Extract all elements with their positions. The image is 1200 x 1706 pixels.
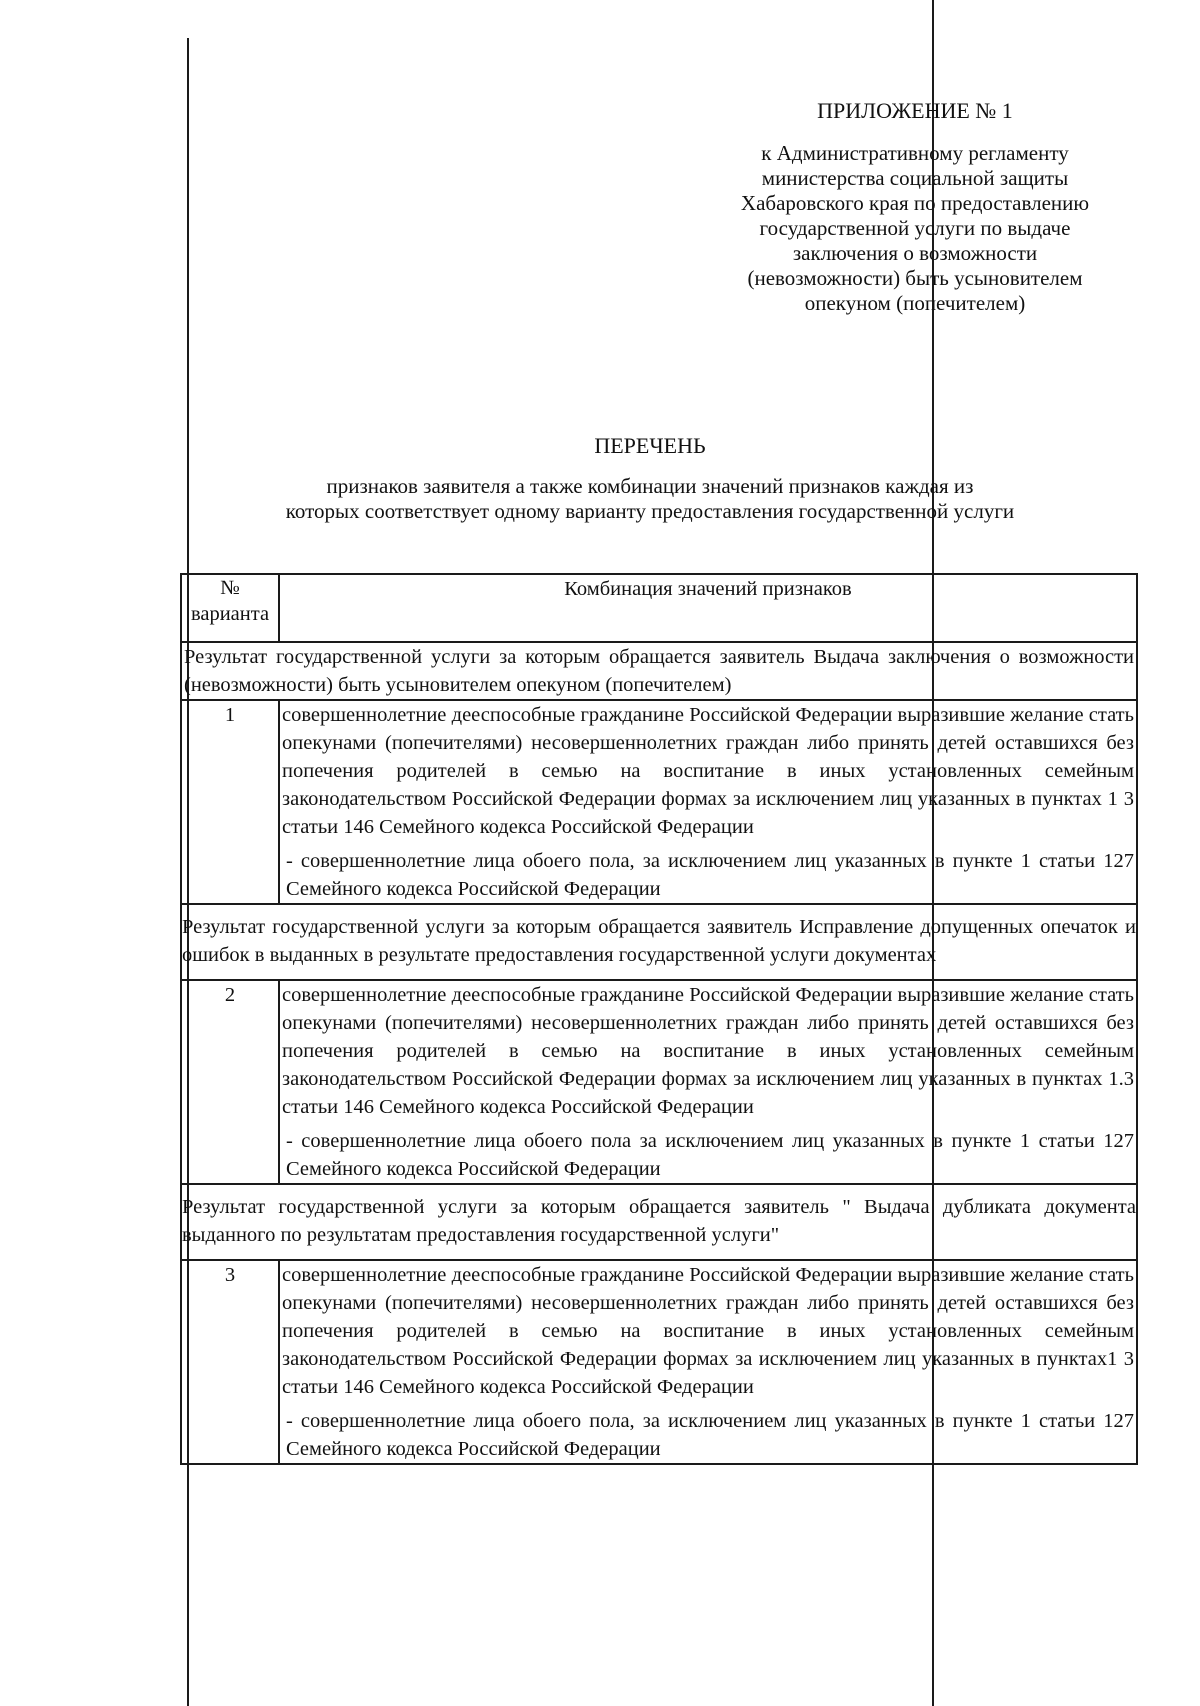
document-subtitle-line2: которых соответствует одному варианту предоставления государственной услуги: [285, 499, 1015, 523]
column-header-combination: Комбинация значений признаков: [279, 574, 1137, 642]
header-line: министерства социальной защиты: [761, 166, 1069, 190]
section-result-text: Результат государственной услуги за которым обращается заявитель Исправление допущенных опечаток и ошибок в выданных в результате предоставления государственной услуги документах: [181, 904, 1137, 980]
variant-number: 2: [181, 980, 279, 1184]
table-row: [181, 980, 1137, 1184]
section-row: [181, 1184, 1137, 1260]
header-line: государственной услуги по выдаче: [759, 216, 1071, 240]
combination-paragraph: совершеннолетние дееспособные гражданине Российской Федерации выразившие желание стать опекунами (попечителями) несовершеннолетних граждан либо принять детей оставшихся без попечения родителей в семью на воспитание в иных установленных семейным законодательством Российской Федерации формах за исключением лиц указанных в пунктах 1.3 статьи 146 Семейного кодекса Российской Федерации: [282, 984, 1134, 1118]
table-row: [181, 700, 1137, 904]
section-row: [181, 904, 1137, 980]
variant-combination: [279, 1260, 1137, 1464]
header-line: заключения о возможности: [792, 241, 1038, 265]
section-result-text: Результат государственной услуги за которым обращается заявитель " Выдача дубликата документа выданного по результатам предоставления государственной услуги": [181, 1184, 1137, 1260]
header-line: опекуном (попечителем): [804, 291, 1026, 315]
header-line: Хабаровского края по предоставлению: [740, 191, 1090, 215]
variant-number: 3: [181, 1260, 279, 1464]
appendix-header: [695, 98, 1135, 316]
section-row: [181, 642, 1137, 700]
variant-number: 1: [181, 700, 279, 904]
variant-combination: [279, 980, 1137, 1184]
section-result-text: Результат государственной услуги за которым обращается заявитель Выдача заключения о возможности (невозможности) быть усыновителем опекуном (попечителем): [181, 642, 1137, 700]
header-line: к Административному регламенту: [761, 141, 1069, 165]
combination-paragraph: совершеннолетние дееспособные гражданине Российской Федерации выразившие желание стать опекунами (попечителями) несовершеннолетних граждан либо принять детей оставшихся без попечения родителей в семью на воспитание в иных установленных семейным законодательством Российской Федерации формах за исключением лиц указанных в пунктах 1 3 статьи 146 Семейного кодекса Российской Федерации: [282, 704, 1134, 838]
column-header-number-label: варианта: [190, 603, 270, 625]
header-line: (невозможности) быть усыновителем: [747, 266, 1083, 290]
combination-paragraph: совершеннолетние дееспособные гражданине Российской Федерации выразившие желание стать опекунами (попечителями) несовершеннолетних граждан либо принять детей оставшихся без попечения родителей в семью на воспитание в иных установленных семейным законодательством Российской Федерации формах за исключением лиц указанных в пунктах1 3 статьи 146 Семейного кодекса Российской Федерации: [282, 1264, 1134, 1398]
table-header-row: [181, 574, 1137, 642]
document-subtitle-line1: признаков заявителя а также комбинации значений признаков каждая из: [326, 474, 974, 498]
combination-paragraph: - совершеннолетние лица обоего пола за исключением лиц указанных в пункте 1 статьи 127 Семейного кодекса Российской Федерации: [286, 1130, 1134, 1180]
combination-paragraph: - совершеннолетние лица обоего пола, за исключением лиц указанных в пункте 1 статьи 127 Семейного кодекса Российской Федерации: [286, 850, 1134, 900]
table-row: [181, 1260, 1137, 1464]
appendix-title: ПРИЛОЖЕНИЕ № 1: [817, 98, 1013, 123]
document-title-block: [190, 433, 1110, 524]
column-header-number: [181, 574, 279, 642]
combination-paragraph: - совершеннолетние лица обоего пола, за исключением лиц указанных в пункте 1 статьи 127 Семейного кодекса Российской Федерации: [286, 1410, 1134, 1460]
column-header-number-symbol: №: [220, 577, 240, 599]
variants-table: [180, 573, 1138, 1465]
document-title: ПЕРЕЧЕНЬ: [594, 433, 706, 458]
variant-combination: [279, 700, 1137, 904]
